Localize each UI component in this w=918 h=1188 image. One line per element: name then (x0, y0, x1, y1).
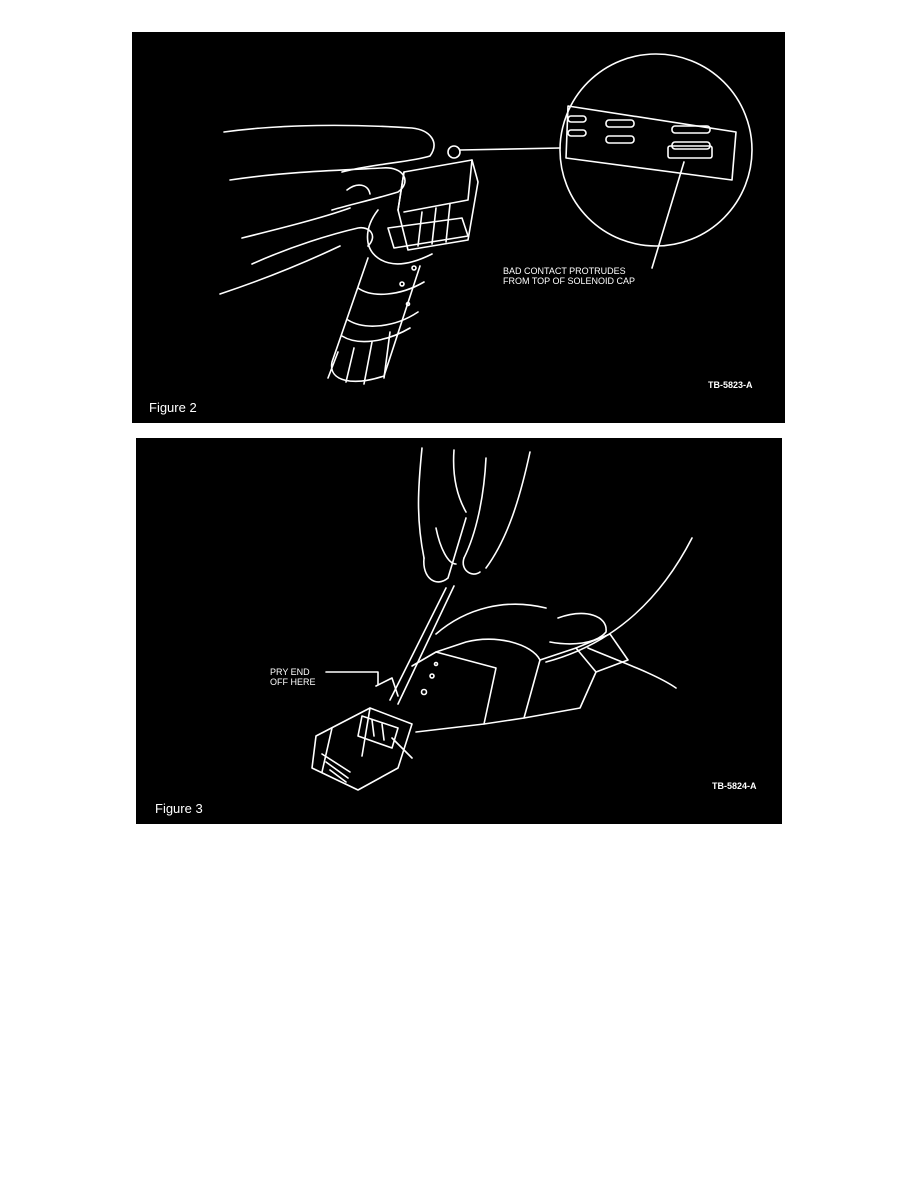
figure-2-illustration (132, 32, 785, 423)
figure-3-line-art (136, 438, 782, 824)
callout-pry-end-line1: PRY END (270, 667, 310, 677)
figure-2-line-art (132, 32, 785, 423)
figure-2-code: TB-5823-A (708, 380, 753, 390)
figure-3-caption: Figure 3 (155, 801, 203, 816)
figure-3-illustration (136, 438, 782, 824)
figure-2-caption: Figure 2 (149, 400, 197, 415)
figure-3-code: TB-5824-A (712, 781, 757, 791)
callout-pry-end (270, 667, 316, 687)
callout-bad-contact-line2: FROM TOP OF SOLENOID CAP (503, 276, 636, 286)
callout-bad-contact-line1: BAD CONTACT PROTRUDES (503, 266, 626, 276)
callout-pry-end-line2: OFF HERE (270, 677, 316, 687)
callout-bad-contact (503, 266, 635, 286)
